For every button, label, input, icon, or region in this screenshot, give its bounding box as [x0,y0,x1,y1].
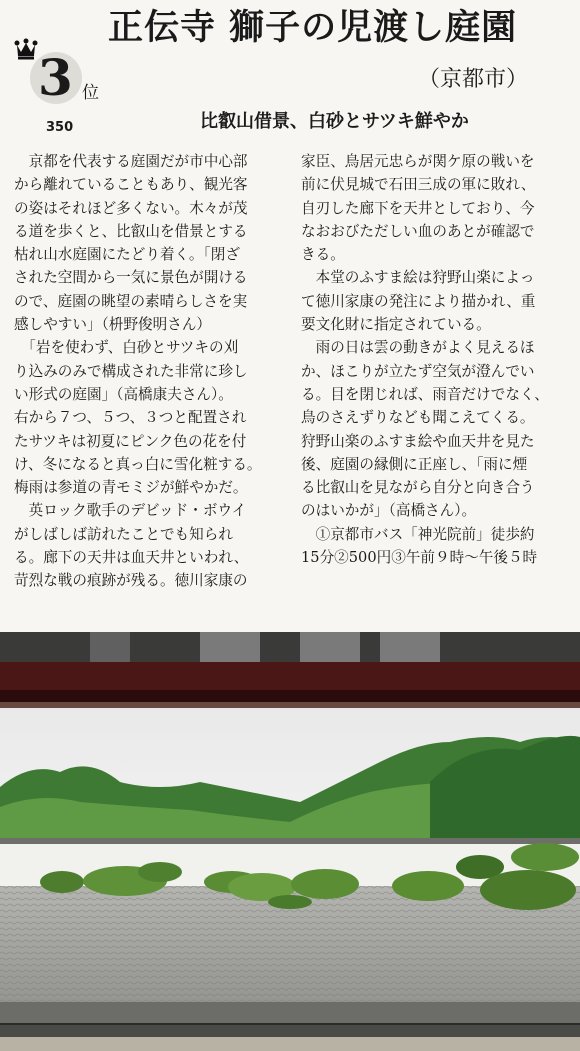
body-line: 15分②500円③午前９時～午後５時 [301,549,538,567]
body-line: る。廊下の天井は血天井といわれ、 [14,549,249,567]
body-line: る。目を閉じれば、雨音だけでなく、 [301,385,549,403]
body-line: 「岩を使わず、白砂とサツキの刈 [14,339,239,357]
body-line: て徳川家康の発注により描かれ、重 [301,292,536,310]
body-line: の姿はそれほど多くない。木々が茂 [14,199,248,217]
body-column-right [301,150,573,569]
body-line: 梅雨は参道の青モミジが鮮やかだ。 [14,479,248,497]
crown-icon [14,38,38,60]
body-line: い形式の庭園」（高橋康夫さん）。 [14,385,233,403]
body-line: 京都を代表する庭園だが市中心部 [14,153,248,170]
body-line: る道を歩くと、比叡山を借景とする [14,222,248,240]
subtitle: 比叡山借景、白砂とサツキ鮮やか [200,111,469,132]
body-line: 家臣、鳥居元忠らが関ケ原の戦いを [301,153,535,170]
body-line: 狩野山楽のふすま絵や血天井を見た [301,432,535,450]
body-line: 感しやすい」（枡野俊明さん） [14,316,212,334]
rank-suffix: 位 [82,83,99,103]
body-line: 要文化財に指定されている。 [301,316,491,334]
rank-number: 3 [38,48,73,107]
body-line: る比叡山を見ながら自分と向き合う [301,479,535,497]
garden-photo [0,632,580,1051]
body-line: 鳥のさえずりなども聞こえてくる。 [301,409,535,427]
vote-count: 350 [46,120,74,135]
body-line: 自刃した廊下を天井としており、今 [301,199,535,217]
body-line: のはいかが」（高橋さん）。 [301,502,477,520]
location: （京都市） [418,67,529,92]
body-line: 後、庭園の縁側に正座し、「雨に煙 [301,455,528,473]
body-line: がしばしば訪れたことでも知られ [14,525,233,543]
body-line: か、ほこりが立たず空気が澄んでい [301,362,535,380]
body-column-left [14,150,284,593]
body-line: たサツキは初夏にピンク色の花を付 [14,432,247,450]
body-line: け、冬になると真っ白に雪化粧する。 [14,455,262,473]
body-line: 苛烈な戦の痕跡が残る。徳川家康の [14,572,248,590]
body-line: なおおびただしい血のあとが確認で [301,222,535,240]
body-line: きる。 [301,246,345,264]
body-line: された空間から一気に景色が開ける [14,269,248,287]
body-line: ので、庭園の眺望の素晴らしさを実 [14,292,248,310]
body-line: り込みのみで構成された非常に珍し [14,362,248,380]
article-title: 正伝寺 獅子の児渡し庭園 [108,8,518,48]
body-line: 前に伏見城で石田三成の軍に敗れ、 [301,176,536,194]
body-line: 雨の日は雲の動きがよく見えるほ [301,339,535,357]
body-line: 右から７つ、５つ、３つと配置され [14,409,247,427]
body-line: ①京都市バス「神光院前」徒歩約 [301,525,535,543]
body-line: から離れていることもあり、観光客 [14,176,248,194]
body-line: 枯れ山水庭園にたどり着く。「閉ざ [14,246,240,264]
body-line: 英ロック歌手のデビッド・ボウイ [14,502,247,520]
body-line: 本堂のふすま絵は狩野山楽によっ [301,269,535,287]
